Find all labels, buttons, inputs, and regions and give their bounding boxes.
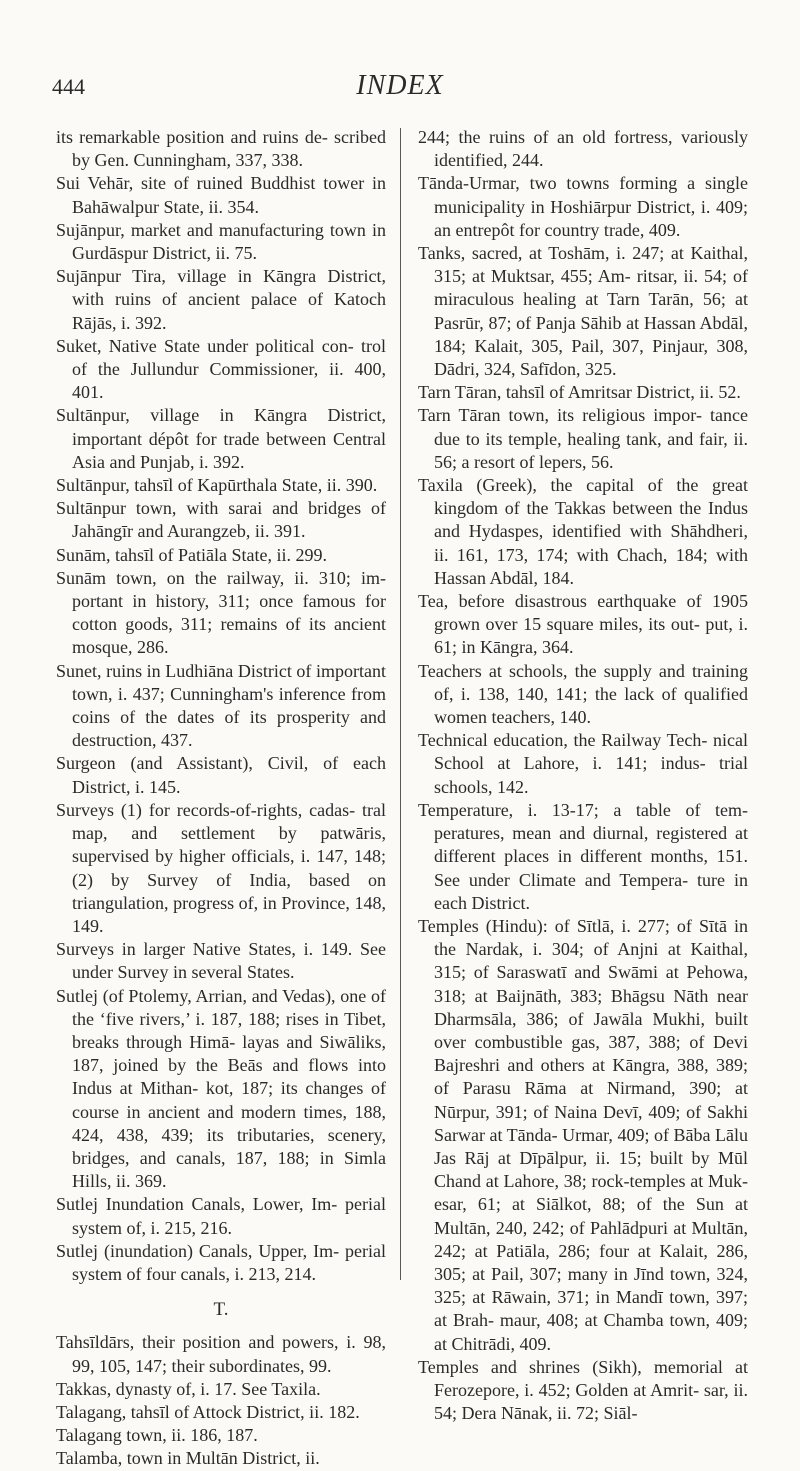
- index-entry: Teachers at schools, the supply and training of, i. 138, 140, 141; the lack of qualified women teachers, 140.: [418, 660, 748, 728]
- index-entry: Sultānpur, tahsīl of Kapūrthala State, ii. 390.: [56, 475, 378, 496]
- index-entry: Sutlej (inundation) Canals, Upper, Im- perial system of four canals, i. 213, 214.: [56, 1240, 386, 1284]
- index-entry: 244; the ruins of an old fortress, variously identified, 244.: [418, 127, 748, 171]
- left-column: [56, 126, 386, 1471]
- index-entry: Sultānpur, village in Kāngra District, important dépôt for trade between Central Asia and Punjab, i. 392.: [56, 405, 386, 472]
- index-entry: Surveys (1) for records-of-rights, cadas- tral map, and settlement by patwāris, supervised by higher officials, i. 147, 148; (2) by Survey of India, based on triangulation, progress of, in Province, 148, 149.: [56, 799, 386, 936]
- index-entry: Sutlej Inundation Canals, Lower, Im- perial system of, i. 215, 216.: [56, 1194, 386, 1238]
- index-entry: Tānda-Urmar, two towns forming a single municipality in Hoshiārpur District, i. 409; an entrepôt for country trade, 409.: [418, 173, 748, 240]
- index-entry: Sujānpur Tira, village in Kāngra District, with ruins of ancient palace of Katoch Rājās, i. 392.: [56, 266, 386, 333]
- index-entry: Sultānpur town, with sarai and bridges of Jahāngīr and Aurangzeb, ii. 391.: [56, 498, 386, 542]
- index-entry: Tarn Tāran, tahsīl of Amritsar District, ii. 52.: [418, 382, 741, 403]
- right-column: [418, 126, 748, 1425]
- index-entry: Surveys in larger Native States, i. 149. See under Survey in several States.: [56, 939, 386, 983]
- index-entry: Takkas, dynasty of, i. 17. See Taxila.: [56, 1378, 321, 1399]
- index-entry: Tanks, sacred, at Toshām, i. 247; at Kaithal, 315; at Muktsar, 455; Am- ritsar, ii. 54; of miraculous healing at Tarn Tarān, 56; at Pasrūr, 87; of Panja Sāhib at Hassan Abdāl, 184; Kalait, 305, Pail, 307, Pinjaur, 308, Dādri, 324, Safīdon, 325.: [418, 243, 748, 380]
- index-entry: Temples (Hindu): of Sītlā, i. 277; of Sītā in the Nardak, i. 304; of Anjni at Kaithal, 315; of Saraswatī and Swāmi at Pehowa, 318; at Baijnāth, 383; Bhāgsu Nāth near Dharmsāla, 386; of Jawāla Mukhi, built over combustible gas, 387, 388; of Devi Bajreshri and others at Kāngra, 388, 389; of Parasu Rāma at Nirmand, 390; at Nūrpur, 391; of Naina Devī, 409; of Sakhi Sarwar at Tānda- Urmar, 409; of Bāba Lālu Jas Rāj at Dīpālpur, ii. 15; built by Mūl Chand at Lahore, 38; rock-temples at Muk- esar, 61; at Siālkot, 88; of the Sun at Multān, 240, 242; of Pahlādpuri at Multān, 242; at Patiāla, 286; four at Kalait, 286, 305; at Pail, 307; many in Jīnd town, 324, 325; at Rāwain, 371; in Mandī town, 397; at Brah- maur, 408; at Chamba town, 409; at Chitrādi, 409.: [418, 915, 748, 1354]
- index-entry: Taxila (Greek), the capital of the great kingdom of the Takkas between the Indus and Hydaspes, identified with Shāhdheri, ii. 161, 173, 174; with Chach, 184; with Hassan Abdāl, 184.: [418, 475, 748, 588]
- index-entry: Talagang town, ii. 186, 187.: [56, 1425, 258, 1446]
- page-number: 444: [52, 74, 85, 99]
- index-entry: its remarkable position and ruins de- scribed by Gen. Cunningham, 337, 338.: [56, 127, 386, 171]
- index-entry: Surgeon (and Assistant), Civil, of each District, i. 145.: [56, 753, 386, 797]
- left-entries-after-section: [56, 1331, 386, 1470]
- index-entry: Technical education, the Railway Tech- nical School at Lahore, i. 141; indus- trial schools, 142.: [418, 730, 748, 797]
- index-entry: Tarn Tāran town, its religious impor- tance due to its temple, healing tank, and fair, ii. 56; a resort of lepers, 56.: [418, 405, 748, 472]
- section-letter: T.: [213, 1299, 229, 1321]
- index-entry: Sujānpur, market and manufacturing town in Gurdāspur District, ii. 75.: [56, 219, 386, 264]
- index-entry: Talamba, town in Multān District, ii.: [56, 1448, 320, 1469]
- index-entry: Temples and shrines (Sikh), memorial at Ferozepore, i. 452; Golden at Amrit- sar, ii. 54; Dera Nānak, ii. 72; Siāl-: [418, 1356, 748, 1424]
- left-entries-before-section: [56, 126, 386, 1286]
- index-entry: Tea, before disastrous earthquake of 1905 grown over 15 square miles, its out- put, i. 61; in Kāngra, 364.: [418, 591, 748, 658]
- index-entry: Temperature, i. 13-17; a table of tem- peratures, mean and diurnal, registered at different places in different months, 151. See under Climate and Tempera- ture in each District.: [418, 799, 748, 913]
- column-divider: [400, 128, 401, 1280]
- index-entry: Sutlej (of Ptolemy, Arrian, and Vedas), one of the ‘five rivers,’ i. 187, 188; rises in Tibet, breaks through Himā- layas and Siwāliks, 187, joined by the Beās and flows into Indus at Mithan- kot, 187; its changes of course in ancient and modern times, 188, 424, 438, 439; its tributaries, scenery, bridges, and canals, 187, 188; in Simla Hills, ii. 369.: [56, 985, 386, 1192]
- index-entry: Sunām, tahsīl of Patiāla State, ii. 299.: [56, 544, 327, 565]
- running-head: INDEX: [356, 70, 444, 101]
- index-entry: Sui Vehār, site of ruined Buddhist tower in Bahāwalpur State, ii. 354.: [56, 173, 386, 217]
- index-entry: Tahsīldārs, their position and powers, i. 98, 99, 105, 147; their subordinates, 99.: [56, 1332, 386, 1376]
- index-entry: Sunām town, on the railway, ii. 310; im- portant in history, 311; once famous for cotton goods, 311; remains of its ancient mosque, 286.: [56, 567, 386, 658]
- index-entry: Talagang, tahsīl of Attock District, ii. 182.: [56, 1401, 360, 1422]
- index-entry: Suket, Native State under political con- trol of the Jullundur Commissioner, ii. 400, 401.: [56, 335, 386, 403]
- index-entry: Sunet, ruins in Ludhiāna District of important town, i. 437; Cunningham's inference from coins of the dates of its prosperity and destruction, 437.: [56, 660, 386, 751]
